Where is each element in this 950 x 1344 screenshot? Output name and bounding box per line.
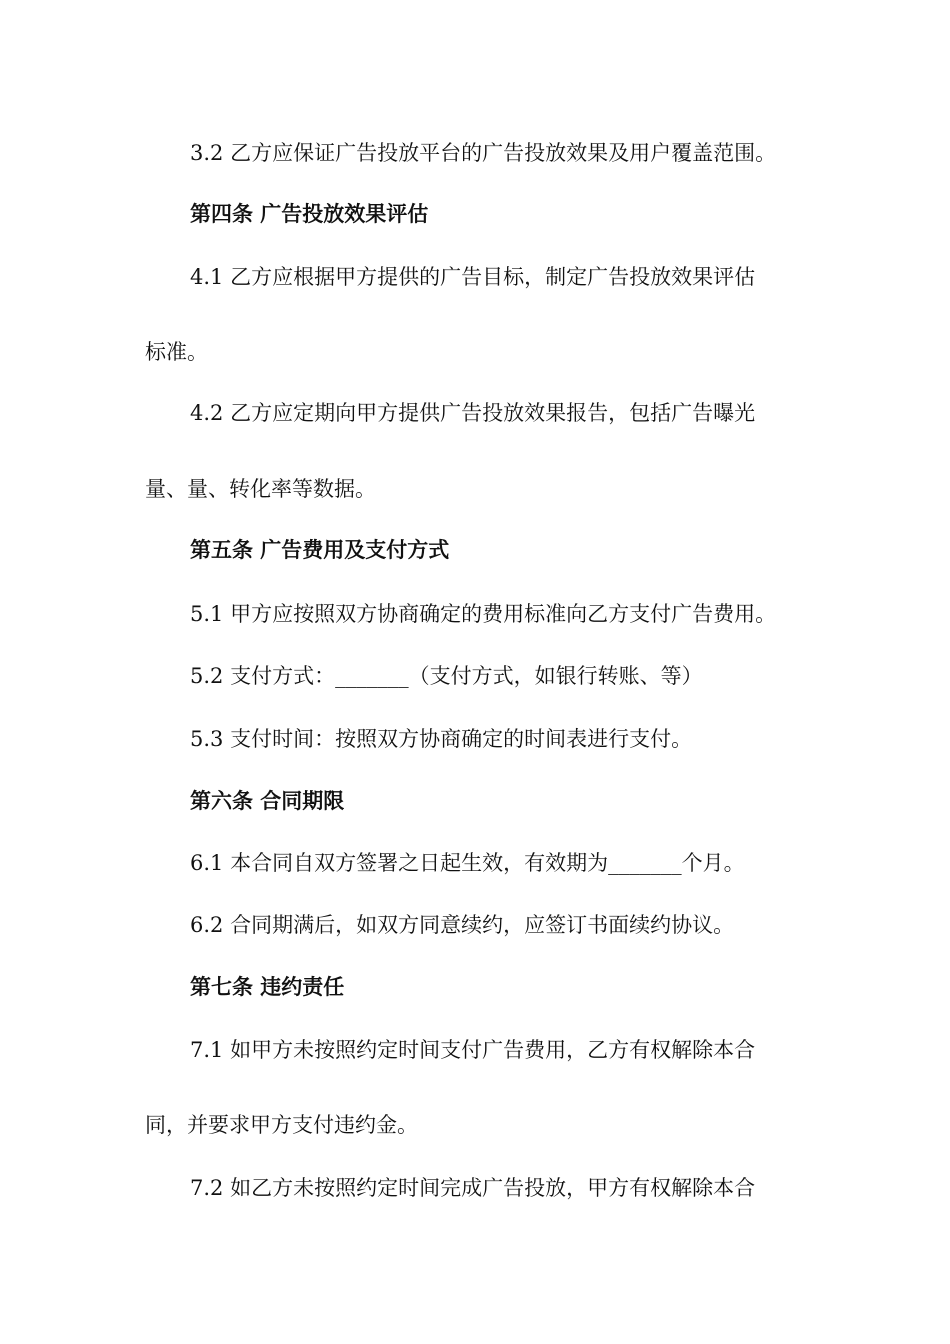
clause-7-1-continuation: 同，并要求甲方支付违约金。 xyxy=(145,1113,418,1137)
article-5-heading: 第五条 广告费用及支付方式 xyxy=(190,537,450,562)
article-7-heading: 第七条 违约责任 xyxy=(190,974,345,999)
clause-6-2: 6.2 合同期满后，如双方同意续约，应签订书面续约协议。 xyxy=(190,913,735,937)
article-6-heading: 第六条 合同期限 xyxy=(190,788,345,813)
clause-4-1: 4.1 乙方应根据甲方提供的广告目标，制定广告投放效果评估 xyxy=(190,265,756,289)
clause-4-2: 4.2 乙方应定期向甲方提供广告投放效果报告，包括广告曝光 xyxy=(190,401,756,425)
clause-3-2: 3.2 乙方应保证广告投放平台的广告投放效果及用户覆盖范围。 xyxy=(190,141,777,165)
clause-4-2-continuation: 量、量、转化率等数据。 xyxy=(145,477,376,501)
clause-7-2: 7.2 如乙方未按照约定时间完成广告投放，甲方有权解除本合 xyxy=(190,1176,756,1200)
clause-7-1: 7.1 如甲方未按照约定时间支付广告费用，乙方有权解除本合 xyxy=(190,1038,756,1062)
article-4-heading: 第四条 广告投放效果评估 xyxy=(190,201,429,226)
clause-6-1: 6.1 本合同自双方签署之日起生效，有效期为_______个月。 xyxy=(190,851,745,875)
clause-4-1-continuation: 标准。 xyxy=(145,340,208,364)
clause-5-1: 5.1 甲方应按照双方协商确定的费用标准向乙方支付广告费用。 xyxy=(190,602,777,626)
clause-5-3: 5.3 支付时间：按照双方协商确定的时间表进行支付。 xyxy=(190,727,693,751)
clause-5-2: 5.2 支付方式：_______（支付方式，如银行转账、等） xyxy=(190,664,703,688)
